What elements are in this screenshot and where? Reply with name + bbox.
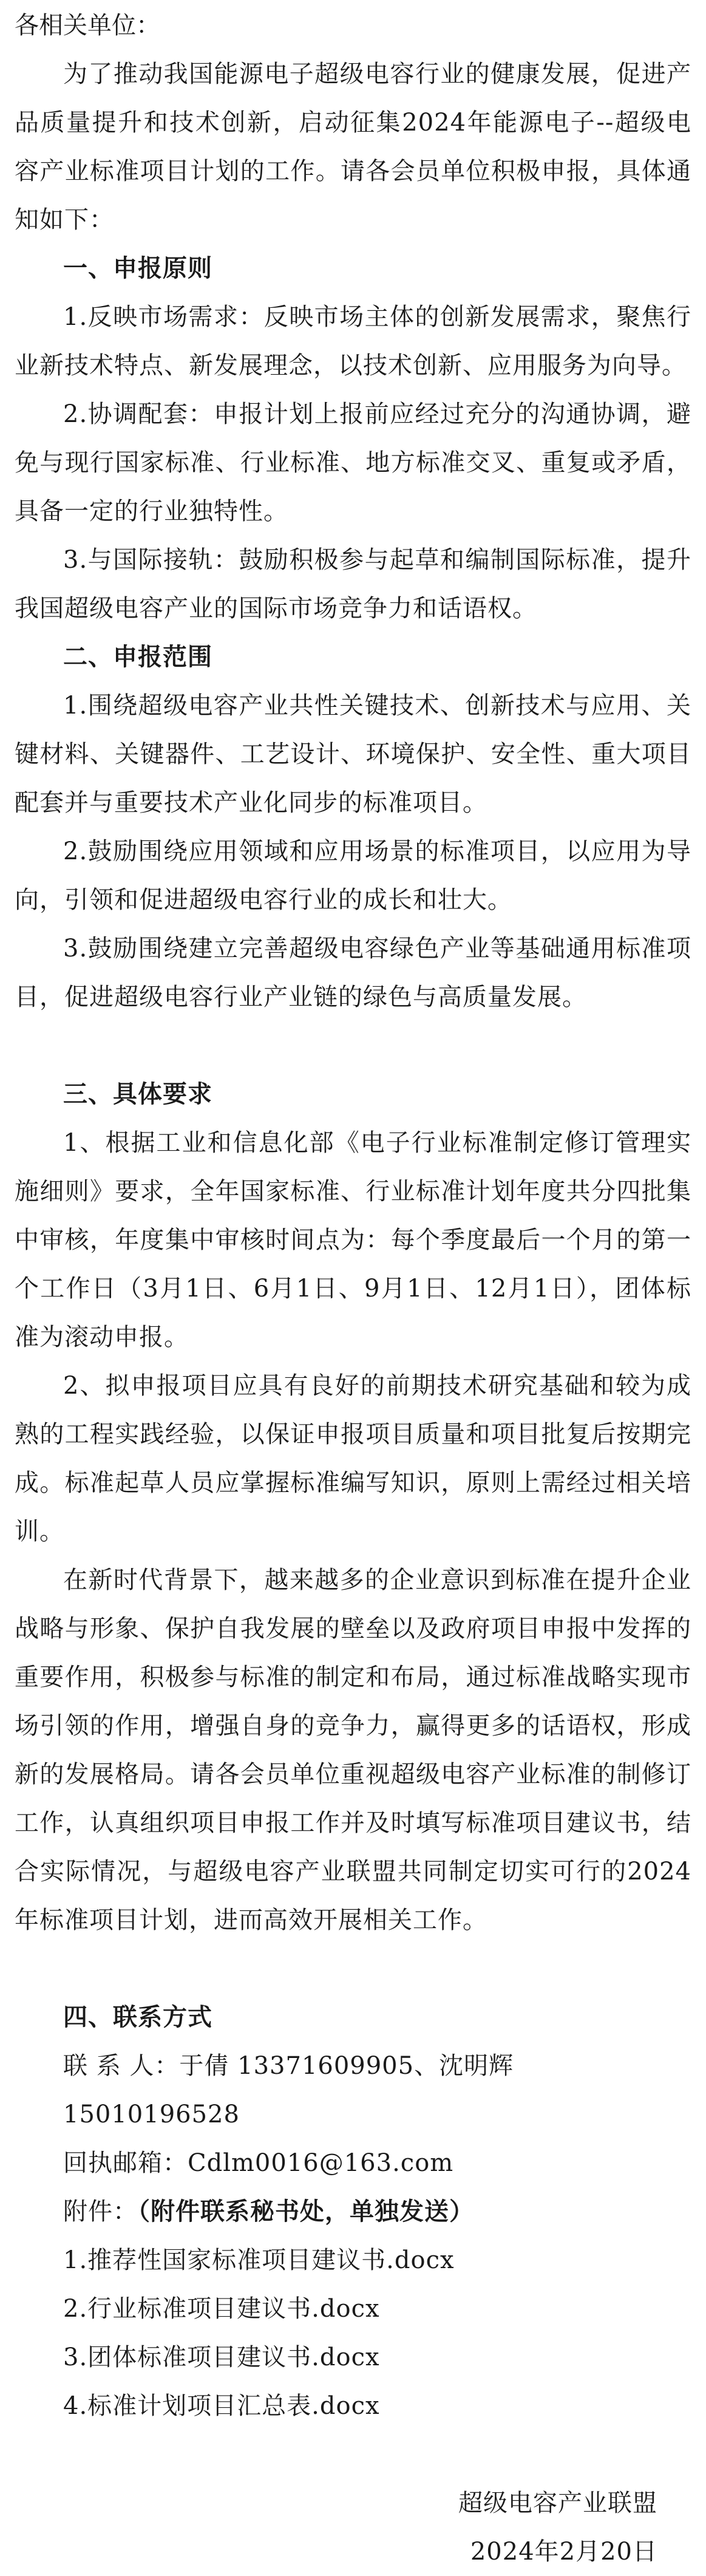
section-4-title: 四、联系方式 <box>63 2003 212 2031</box>
section-2-title: 二、申报范围 <box>63 642 212 671</box>
spacer <box>15 1944 691 1993</box>
section-3-item: 1、根据工业和信息化部《电子行业标准制定修订管理实施细则》要求，全年国家标准、行业标准计划年度共分四批集中审核，年度集中审核时间点为：每个季度最后一个月的第一个工作日（3月1日、6月1日、9月1日、12月1日），团体标准为滚动申报。 <box>15 1129 691 1351</box>
section-3-paragraph: 在新时代背景下，越来越多的企业意识到标准在提升企业战略与形象、保护自我发展的壁垒以及政府项目申报中发挥的重要作用，积极参与标准的制定和布局，通过标准战略实现市场引领的作用，增强自身的竞争力，赢得更多的话语权，形成新的发展格局。请各会员单位重视超级电容产业标准的制修订工作，认真组织项目申报工作并及时填写标准项目建议书，结合实际情况，与超级电容产业联盟共同制定切实可行的2024年标准项目计划，进而高效开展相关工作。 <box>15 1566 691 1934</box>
section-1-item: 3.与国际接轨：鼓励积极参与起草和编制国际标准，提升我国超级电容产业的国际市场竞争力和话语权。 <box>15 546 691 622</box>
intro-paragraph: 为了推动我国能源电子超级电容行业的健康发展，促进产品质量提升和技术创新，启动征集2024年能源电子--超级电容产业标准项目计划的工作。请各会员单位积极申报，具体通知如下： <box>15 60 691 234</box>
attachment-item: 3.团体标准项目建议书.docx <box>63 2343 380 2371</box>
signature-date: 2024年2月20日 <box>470 2538 657 2566</box>
email-line: 回执邮箱：Cdlm0016@163.com <box>63 2149 454 2177</box>
attachments-label: 附件： <box>63 2198 138 2226</box>
section-2-item: 3.鼓励围绕建立完善超级电容绿色产业等基础通用标准项目，促进超级电容行业产业链的绿色与高质量发展。 <box>15 935 691 1011</box>
attachment-item: 2.行业标准项目建议书.docx <box>63 2295 380 2323</box>
section-1-item: 2.协调配套：申报计划上报前应经过充分的沟通协调，避免与现行国家标准、行业标准、地方标准交叉、重复或矛盾，具备一定的行业独特性。 <box>15 400 691 525</box>
spacer <box>15 2430 691 2479</box>
attachment-item: 4.标准计划项目汇总表.docx <box>63 2392 380 2420</box>
section-2-item: 1.围绕超级电容产业共性关键技术、创新技术与应用、关键材料、关键器件、工艺设计、环境保护、安全性、重大项目配套并与重要技术产业化同步的标准项目。 <box>15 692 691 817</box>
salutation: 各相关单位： <box>15 12 160 39</box>
section-1-title: 一、申报原则 <box>63 254 212 282</box>
section-2-item: 2.鼓励围绕应用领域和应用场景的标准项目，以应用为导向，引领和促进超级电容行业的成长和壮大。 <box>15 837 691 914</box>
spacer <box>15 1021 691 1070</box>
attachment-item: 1.推荐性国家标准项目建议书.docx <box>63 2246 455 2274</box>
section-1-item: 1.反映市场需求：反映市场主体的创新发展需求，聚焦行业新技术特点、新发展理念，以技术创新、应用服务为向导。 <box>15 303 691 380</box>
signature-org: 超级电容产业联盟 <box>458 2489 657 2517</box>
attachments-line <box>15 2187 691 2236</box>
contact-line: 联 系 人：于倩 13371609905、沈明辉 15010196528 <box>63 2052 514 2128</box>
section-3-title: 三、具体要求 <box>63 1080 212 1108</box>
attachments-note: （附件联系秘书处，单独发送） <box>138 2197 474 2226</box>
section-3-item: 2、拟申报项目应具有良好的前期技术研究基础和较为成熟的工程实践经验，以保证申报项目质量和项目批复后按期完成。标准起草人员应掌握标准编写知识，原则上需经过相关培训。 <box>15 1372 691 1545</box>
